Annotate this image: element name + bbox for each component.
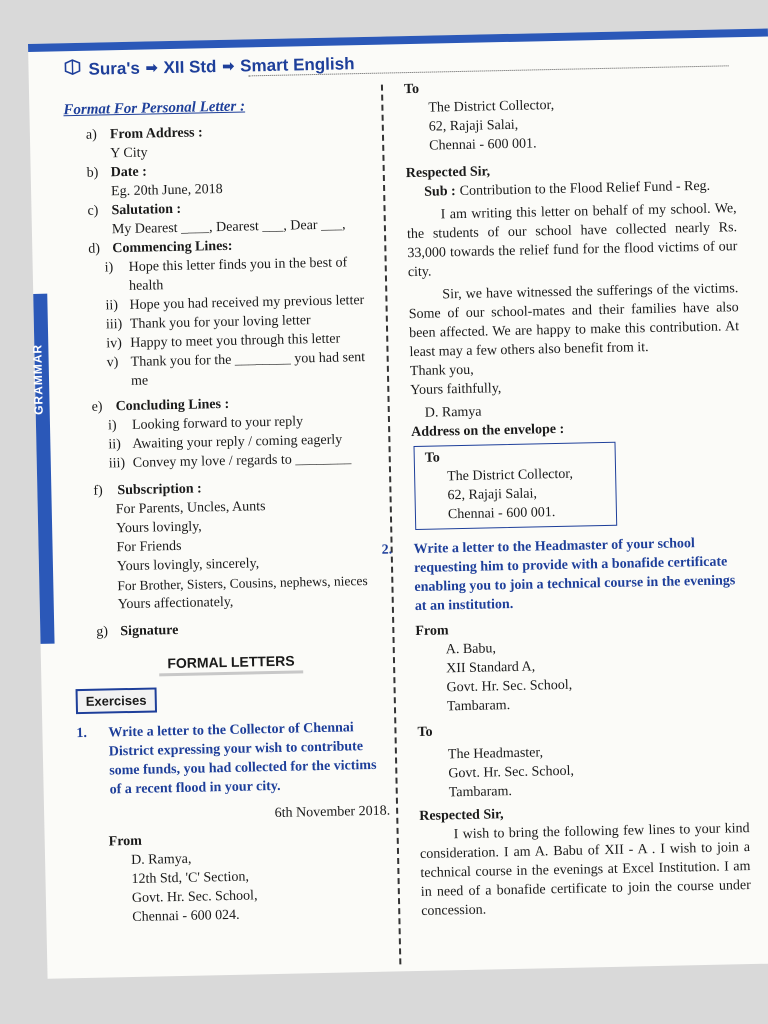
to-line: The District Collector, [428, 97, 555, 116]
from-line: Tambaram. [446, 698, 511, 715]
exercises-label: Exercises [76, 687, 157, 714]
roman-numeral: ii) [105, 298, 119, 314]
item-marker: b) [86, 165, 99, 181]
item-value: Y City [110, 145, 148, 162]
roman-numeral: ii) [108, 437, 122, 453]
body-paragraph: I wish to bring the following few lines to your kind consideration. I am A. Babu of XII - A . I wish to join a technical course in the evenings at Excel Institution. I am in need of a bonafide certificate to join the course under concession. [419, 821, 751, 919]
salutation: Respected Sir, [419, 807, 504, 824]
item-value: Eg. 20th June, 2018 [110, 181, 223, 200]
line-text: Looking forward to your reply [131, 414, 304, 433]
roman-numeral: iii) [105, 317, 123, 333]
item-label: Signature [120, 622, 179, 640]
to-line: Tambaram. [448, 784, 513, 801]
roman-numeral: iv) [106, 336, 123, 352]
question-1 [76, 718, 390, 801]
to-line: The Headmaster, [447, 745, 544, 763]
commencing-line [105, 253, 380, 297]
question-number: 1. [76, 725, 88, 742]
line-text: Hope this letter finds you in the best of health [128, 255, 348, 294]
formal-letters-title: FORMAL LETTERS [159, 650, 303, 676]
envelope-line: Chennai - 600 001. [447, 505, 556, 523]
item-marker: a) [85, 127, 97, 143]
subscription-item: Yours affectionately, [117, 594, 234, 613]
item-label: Concluding Lines : [115, 396, 230, 415]
subscription-item: Yours lovingly, [116, 519, 202, 537]
brand-name: Sura's [88, 58, 141, 79]
formal-letters-heading [75, 650, 387, 676]
roman-numeral: i) [104, 260, 114, 276]
from-line: D. Ramya, [130, 851, 192, 869]
format-title: Format For Personal Letter : [63, 98, 246, 119]
line-text: Awaiting your reply / coming eagerly [132, 432, 343, 452]
item-marker: f) [93, 483, 103, 499]
commencing-line [106, 348, 381, 392]
item-label: Commencing Lines: [112, 238, 233, 257]
right-column [381, 73, 752, 921]
envelope-box [414, 442, 618, 530]
from-label: From [108, 833, 143, 850]
roman-numeral: i) [107, 418, 117, 434]
std-label: XII Std [163, 56, 217, 77]
to-line: Govt. Hr. Sec. School, [448, 763, 575, 782]
page-header [62, 51, 354, 82]
question-2 [381, 533, 745, 617]
signature: D. Ramya [424, 404, 482, 421]
item-marker: c) [87, 203, 99, 219]
subject-text: Contribution to the Flood Relief Fund - Reg. [459, 178, 711, 199]
to-label: To [417, 724, 433, 740]
spine-label: GRAMMAR [30, 343, 46, 416]
from-line: Chennai - 600 024. [132, 907, 240, 926]
closing-line: Yours faithfully, [410, 381, 502, 399]
roman-numeral: v) [106, 355, 119, 371]
arrow-icon: ➡ [222, 57, 235, 74]
roman-numeral: iii) [108, 456, 126, 472]
textbook-page [28, 29, 768, 979]
arrow-icon: ➡ [145, 59, 158, 76]
subject-label: Smart English [239, 53, 355, 76]
to-line: 62, Rajaji Salai, [428, 117, 519, 135]
left-column [63, 95, 392, 928]
to-label: To [403, 81, 420, 98]
subscription-heading: For Friends [116, 538, 182, 556]
letter-date: 6th November 2018. [274, 803, 391, 822]
line-text: Convey my love / regards to ________ [132, 451, 352, 471]
closing-line: Thank you, [409, 362, 474, 380]
from-line: Govt. Hr. Sec. School, [131, 888, 258, 907]
section-spine [30, 294, 54, 644]
from-line: XII Standard A, [446, 659, 536, 677]
item-marker: g) [96, 624, 109, 640]
item-value: My Dearest ____, Dearest ___, Dear ___, [111, 217, 346, 238]
item-marker: e) [91, 399, 103, 415]
line-text: Thank you for the ________ you had sent me [130, 350, 366, 389]
question-number: 2. [381, 542, 393, 558]
salutation: Respected Sir, [405, 164, 491, 182]
item-label: Salutation : [111, 201, 182, 219]
envelope-label: Address on the envelope : [411, 421, 565, 441]
from-line: A. Babu, [445, 641, 497, 658]
line-text: Happy to meet you through this letter [130, 331, 341, 351]
item-marker: d) [88, 241, 101, 257]
subscription-heading: For Parents, Uncles, Aunts [115, 499, 266, 518]
body-paragraph: I am writing this letter on behalf of my school. We, the students of our school have collected nearly Rs. 33,000 towards the relief fund for the flood victims of our city. [406, 201, 738, 281]
item-label: From Address : [109, 125, 203, 143]
question-text: Write a letter to the Headmaster of your school requesting him to provide with a bonafide certificate enabling you to join a technical course in the evenings at an institution. [413, 536, 736, 615]
subscription-item: Yours lovingly, sincerely, [116, 556, 260, 575]
to-line: Chennai - 600 001. [429, 136, 537, 154]
line-text: Hope you had received my previous letter [129, 293, 365, 313]
line-text: Thank you for your loving letter [129, 313, 311, 332]
envelope-line: 62, Rajaji Salai, [447, 486, 538, 504]
body-paragraph: Sir, we have witnessed the sufferings of the victims. Some of our school-mates and their families have also been affected. We are happy to make this contribution. At least may a few others also benefit from it. [408, 281, 740, 361]
from-line: 12th Std, 'C' Section, [131, 869, 250, 888]
subject-label: Sub : [424, 184, 456, 200]
item-label: Date : [110, 164, 148, 181]
envelope-line: The District Collector, [446, 466, 574, 485]
book-logo-icon [62, 57, 83, 82]
from-label: From [415, 623, 449, 640]
subscription-heading: For Brother, Sisters, Cousins, nephews, nieces [117, 573, 368, 594]
item-signature [74, 617, 386, 643]
item-label: Subscription : [117, 481, 202, 499]
envelope-to-label: To [424, 450, 440, 466]
from-line: Govt. Hr. Sec. School, [446, 677, 573, 696]
question-text: Write a letter to the Collector of Chennai District expressing your wish to contribute some funds, you had collected for the victims of a recent flood in your city. [108, 720, 377, 798]
top-color-bar [28, 29, 768, 52]
